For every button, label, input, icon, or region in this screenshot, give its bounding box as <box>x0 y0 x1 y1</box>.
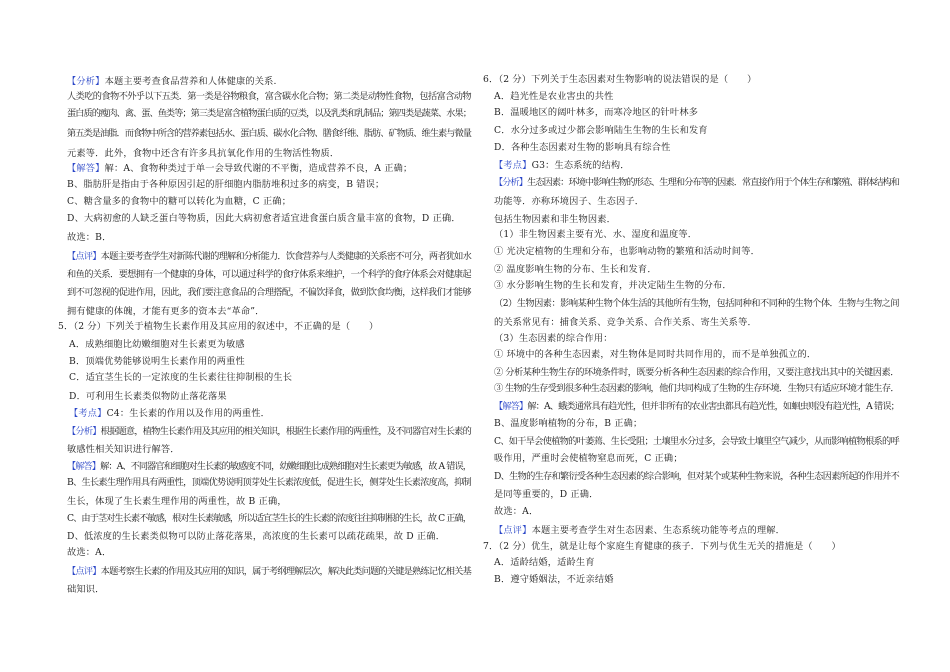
right-column-line <box>494 383 899 395</box>
line-text: 故选：A． <box>67 547 112 558</box>
left-column-line <box>67 513 471 525</box>
right-column-line <box>494 229 697 241</box>
left-column-line <box>67 461 471 473</box>
right-column-line <box>494 333 613 345</box>
left-column-line <box>67 128 471 140</box>
line-text: 和鱼的关系．要想拥有一个健康的身体，可以通过科学的食疗体系来维护，一个科学的食疗体系会对健康起 <box>67 269 471 280</box>
left-column-line <box>67 444 180 456</box>
right-column-line <box>494 280 732 292</box>
right-column-line <box>494 317 757 329</box>
right-column-line <box>483 74 756 86</box>
line-text: ① 光决定植物的生理和分布，也影响动物的繁殖和活动时间等． <box>494 246 760 257</box>
left-column-line <box>67 163 412 175</box>
line-text: D、大病初愈的人缺乏蛋白等物质，因此大病初愈者适宜进食蛋白质含量丰富的食物，D 正确． <box>67 213 461 224</box>
line-text: B、温度影响植物的分布，B 正确； <box>494 418 643 429</box>
left-column-line <box>67 232 112 244</box>
right-column-line <box>494 160 630 172</box>
line-text: D．各种生态因素对生物的影响具有综合性 <box>494 142 671 153</box>
left-column-line <box>69 356 245 368</box>
left-column-line <box>67 76 277 88</box>
right-column-line <box>494 349 816 361</box>
section-label: 【分析】 <box>67 426 101 437</box>
left-column-line <box>67 148 339 160</box>
left-column-line <box>67 196 291 208</box>
line-text: C．适宜茎生长的一定浓度的生长素往往抑制根的生长 <box>69 372 293 383</box>
line-text: ① 环境中的各种生态因素，对生物体是同时共同作用的，而不是单独孤立的． <box>494 349 817 360</box>
line-text: B．遵守婚姻法，不近亲结婚 <box>494 574 614 585</box>
line-text: 吸作用，严重时会使植物窒息而死，C 正确； <box>494 453 683 464</box>
line-text: 生态因素：环境中影响生物的形态、生理和分布等的因素．常直接作用于个体生存和繁殖、群体结构和 <box>527 177 900 188</box>
line-text: C、如干旱会使植物的叶萎蔫、生长受阻；土壤里水分过多，会导致土壤里空气减少，从而影响植物根系的呼 <box>494 436 900 447</box>
line-text: 敏感性相关知识进行解答． <box>67 444 180 455</box>
section-label: 【分析】 <box>67 76 105 87</box>
right-column-line <box>494 574 614 586</box>
right-column-line <box>494 525 785 537</box>
line-text: A．适龄结婚，适龄生育 <box>494 557 595 568</box>
section-label: 【点评】 <box>67 251 101 262</box>
left-column-line <box>67 477 471 489</box>
line-text: 本题主要考查学生对生态因素、生态系统功能等考点的理解． <box>531 525 786 536</box>
section-label: 【点评】 <box>494 525 532 536</box>
left-column-line <box>67 108 471 120</box>
right-column-line <box>494 471 899 483</box>
line-text: 根据题意，植物生长素作用及其应用的相关知识，根据生长素作用的两重性，及不同器官对生长素的 <box>100 426 471 437</box>
right-column-line <box>494 177 899 189</box>
left-column-line <box>69 391 227 403</box>
right-column-line <box>494 196 644 208</box>
line-text: 5．（2 分）下列关于植物生长素作用及其应用的叙述中，不正确的是（ ） <box>58 321 379 332</box>
line-text: D、生物的生存和繁衍受各种生态因素的综合影响，但对某个或某种生物来说，各种生态因素所起的作用并不 <box>494 471 900 482</box>
line-text: 包括生物因素和非生物因素． <box>494 214 617 225</box>
left-column-line <box>69 372 292 384</box>
line-text: 本题考察生长素的作用及其应用的知识，属于考纲理解层次，解决此类问题的关键是熟练记忆相关基 <box>100 566 471 577</box>
line-text: 元素等．此外，食物中还含有许多具抗氧化作用的生物活性物质． <box>67 148 340 159</box>
line-text: 拥有健康的体魄，才能有更多的资本去“革命”． <box>67 306 265 317</box>
line-text: 故选：B． <box>67 232 112 243</box>
left-column-line <box>67 91 471 103</box>
left-column-line <box>69 339 245 351</box>
section-label: 【解答】 <box>67 461 101 472</box>
line-text: 到不可忽视的促进作用，因此，我们要注意食品的合理搭配，不偏饮择食，做到饮食均衡，这样我们才能够 <box>67 287 471 298</box>
section-label: 【解答】 <box>67 163 105 174</box>
line-text: 解：A、蛾类通常具有趋光性，但并非所有的农业害虫都具有趋光性，如蛔虫则没有趋光性，A 错误； <box>527 401 900 412</box>
line-text: B、生长素生理作用具有两重性，顶端优势说明顶芽处生长素浓度低，促进生长，侧芽处生长素浓度高，抑制 <box>67 477 472 488</box>
line-text: ② 分析某种生物生存的环境条件时，既要分析各种生态因素的综合作用，又要注意找出其中的关键因素． <box>494 367 900 378</box>
line-text: C．水分过多或过少都会影响陆生生物的生长和发育 <box>494 125 708 136</box>
line-text: ③ 水分影响生物的生长和发育，并决定陆生生物的分布． <box>494 280 732 291</box>
line-text: D、低浓度的生长素类似物可以防止落花落果，高浓度的生长素可以疏花疏果，故 D 正确． <box>67 531 446 542</box>
line-text: 功能等．亦称环境因子、生态因子． <box>494 196 645 207</box>
left-column-line <box>67 213 461 225</box>
line-text: A．趋光性是农业害虫的共性 <box>494 91 614 102</box>
line-text: 第五类是油脂．而食物中所含的营养素包括水、蛋白质、碳水化合物、膳食纤维、脂肪、矿物质、维生素与微量 <box>67 128 471 139</box>
line-text: G3：生态系统的结构． <box>531 160 630 171</box>
line-text: B．温暖地区的阔叶林多，而寒冷地区的针叶林多 <box>494 107 699 118</box>
right-column-line <box>494 418 642 430</box>
line-text: （2）生物因素：影响某种生物个体生活的其他所有生物，包括同种和不同种的生物个体．生物与生物之间 <box>494 298 900 309</box>
left-column-line <box>67 531 445 543</box>
left-column-line <box>67 287 471 299</box>
line-text: 蛋白质的瘦肉、禽、蛋、鱼类等；第三类是富含植物蛋白质的豆类，以及乳类和乳制品；第四类是蔬菜、水果； <box>67 108 471 119</box>
line-text: 本题主要考查食品营养和人体健康的关系. <box>104 76 277 87</box>
right-column-line <box>494 367 899 379</box>
line-text: C4：生长素的作用以及作用的两重性． <box>106 408 271 419</box>
left-column-line <box>67 547 111 559</box>
line-text: 故选：A． <box>494 506 539 517</box>
right-column-line <box>494 214 616 226</box>
line-text: ③ 生物的生存受到很多种生态因素的影响，他们共同构成了生物的生存环境．生物只有适应环境才能生存． <box>494 383 899 394</box>
line-text: D．可利用生长素类似物防止落花落果 <box>69 391 227 402</box>
line-text: B、脂肪肝是指由于各种原因引起的肝细胞内脂肪堆积过多的病变，B 错误； <box>67 179 385 190</box>
line-text: B．顶端优势能够说明生长素作用的两重性 <box>69 356 245 367</box>
line-text: 础知识． <box>67 584 105 595</box>
section-label: 【考点】 <box>494 160 532 171</box>
right-column-line <box>494 401 899 413</box>
right-column-line <box>494 453 683 465</box>
right-column-line <box>494 298 899 310</box>
right-column-line <box>483 541 841 553</box>
right-column-line <box>494 436 899 448</box>
left-column-line <box>67 179 384 191</box>
right-column-line <box>494 557 595 569</box>
line-text: 的关系常见有：捕食关系、竞争关系、合作关系、寄生关系等． <box>494 317 757 328</box>
right-column-line <box>494 264 657 276</box>
left-column-line <box>67 251 471 263</box>
left-column-line <box>67 496 287 508</box>
right-column-line <box>494 506 538 518</box>
line-text: （1）非生物因素主要有光、水、湿度和温度等． <box>494 229 698 240</box>
line-text: A．成熟细胞比幼嫩细胞对生长素更为敏感 <box>69 339 245 350</box>
left-column-line <box>69 408 270 420</box>
line-text: ② 温度影响生物的分布、生长和发育． <box>494 264 657 275</box>
line-text: C、由于茎对生长素不敏感，根对生长素敏感，所以适宜茎生长的生长素的浓度往往抑制根的生长，故 C 正确， <box>67 513 471 524</box>
section-label: 【考点】 <box>69 408 107 419</box>
left-column-line <box>58 321 378 333</box>
right-column-line <box>494 125 708 137</box>
line-text: 生长，体现了生长素生理作用的两重性，故 B 正确， <box>67 496 287 507</box>
line-text: 解：A、不同器官和细胞对生长素的敏感度不同，幼嫩细胞比成熟细胞对生长素更为敏感，故 A 错误， <box>100 461 472 472</box>
left-column-line <box>67 584 105 596</box>
section-label: 【分析】 <box>494 177 528 188</box>
left-column-line <box>67 566 471 578</box>
right-column-line <box>494 142 671 154</box>
section-label: 【点评】 <box>67 566 101 577</box>
left-column-line <box>67 426 471 438</box>
line-text: 解：A、食物种类过于单一会导致代谢的不平衡，造成营养不良，A 正确； <box>104 163 413 174</box>
right-column-line <box>494 107 698 119</box>
line-text: 人类吃的食物不外乎以下五类．第一类是谷物粮食，富含碳水化合物；第二类是动物性食物，包括富含动物 <box>67 91 471 102</box>
line-text: （3）生态因素的综合作用： <box>494 333 613 344</box>
left-column-line <box>67 269 471 281</box>
line-text: 6．（2 分）下列关于生态因素对生物影响的说法错误的是（ ） <box>483 74 757 85</box>
right-column-line <box>494 91 613 103</box>
left-column-line <box>67 306 265 318</box>
right-column-line <box>494 489 599 501</box>
line-text: 是同等重要的，D 正确． <box>494 489 599 500</box>
line-text: C、糖含量多的食物中的糖可以转化为血糖，C 正确； <box>67 196 292 207</box>
section-label: 【解答】 <box>494 401 528 412</box>
line-text: 本题主要考查学生对新陈代谢的理解和分析能力．饮食营养与人类健康的关系密不可分，两者犹如水 <box>100 251 471 262</box>
right-column-line <box>494 246 760 258</box>
line-text: 7．（2 分）优生，就是让每个家庭生育健康的孩子．下列与优生无关的措施是（ ） <box>483 541 841 552</box>
